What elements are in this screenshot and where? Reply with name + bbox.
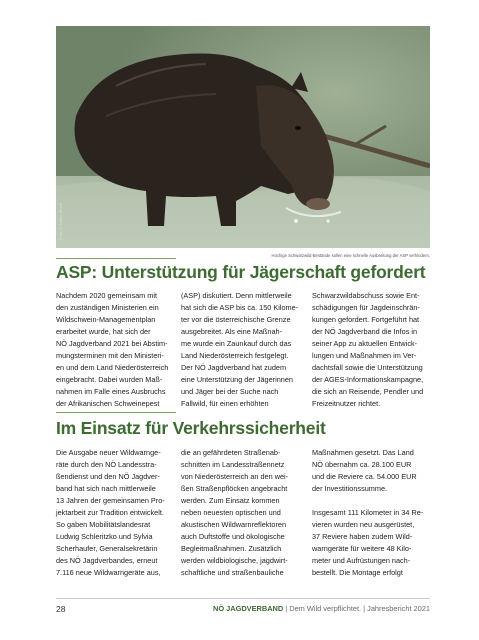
text-line: 37 Reviere haben zudem Wild- — [312, 532, 413, 541]
text-line: Schwarzwildabschuss sowie Ent- — [312, 291, 420, 300]
text-line: kungen gefordert. Fortgeführt hat — [312, 315, 420, 324]
text-line: schnitten im Landesstraßennetz — [181, 460, 285, 469]
text-line: von Niederösterreich an den wei- — [181, 472, 289, 481]
text-line: der NÖ Jagdverband die Infos in — [312, 327, 418, 336]
wild-boar-photo — [56, 26, 430, 248]
text-line: Fallwild, für einen erhöhten — [181, 399, 269, 408]
wild-boar-illustration — [56, 26, 430, 248]
photo-caption: Hochige Schwarzwild-Bestände sollen eine schnelle Ausbreitung der ASP verhindern. — [271, 253, 430, 258]
text-line: eine Unterstützung der Jägerinnen — [181, 375, 293, 384]
section-title-verkehr: Im Einsatz für Verkehrssicherheit — [56, 418, 326, 438]
section2-column-3 — [312, 447, 424, 579]
text-line: Scherhaufer, Generalsekretärin — [56, 544, 158, 553]
section1-column-2 — [181, 290, 299, 410]
text-line: der Afrikanischen Schweinepest — [56, 399, 160, 408]
text-line: dachtsfall sowie die Unterstützung — [312, 363, 423, 372]
text-line: nahmen im Falle eines Ausbruchs — [56, 387, 166, 396]
footer-subtitle: | Dem Wild verpflichtet. | Jahresbericht 2021 — [283, 604, 430, 613]
text-line: seiner App zu aktuellen Entwick- — [312, 339, 418, 348]
text-line: Land Niederösterreich festgelegt. — [181, 351, 289, 360]
text-line: mungsterminen mit den Ministeri- — [56, 351, 164, 360]
page-number: 28 — [56, 604, 66, 614]
text-line: Insgesamt 111 Kilometer in 34 Re- — [312, 508, 424, 517]
text-line: und Jäger bei der Suche nach — [181, 387, 279, 396]
section1-column-1 — [56, 290, 168, 410]
text-line: die sich an Reisende, Pendler und — [312, 387, 424, 396]
text-line: meter und Aufrüstungen nach- — [312, 556, 411, 565]
text-line: Maßnahmen gesetzt. Das Land — [312, 448, 414, 457]
paragraph-gap — [312, 495, 424, 507]
section-divider — [56, 412, 176, 413]
text-line: Begleitmaßnahmen. Zusätzlich — [181, 544, 282, 553]
text-line: warngeräte für weitere 48 Kilo- — [312, 544, 412, 553]
section1-column-3 — [312, 290, 424, 410]
text-line: den zuständigen Ministerien ein — [56, 303, 159, 312]
text-line: vieren wurden neu ausgerüstet, — [312, 520, 415, 529]
text-line: neben neuesten optischen und — [181, 508, 281, 517]
footer-divider — [56, 598, 430, 599]
text-line: ßen Straßenpflöcken angebracht — [181, 484, 288, 493]
text-line: hat sich die ASP bis ca. 150 Kilome- — [181, 303, 299, 312]
text-line: Nachdem 2020 gemeinsam mit — [56, 291, 157, 300]
text-line: (ASP) diskutiert. Denn mittlerweile — [181, 291, 292, 300]
text-line: des NÖ Jagdverbandes, erneut — [56, 556, 158, 565]
text-line: ter vor die österreichische Grenze — [181, 315, 291, 324]
photo-credit: Foto: © Adobe Stock — [58, 203, 63, 240]
text-line: jektarbeit zur Tradition entwickelt. — [56, 508, 164, 517]
text-line: NÖ übernahm ca. 28.100 EUR — [312, 460, 412, 469]
text-line: schaftliche und straßenbauliche — [181, 568, 284, 577]
text-line: 13 Jahren der gemeinsamen Pro- — [56, 496, 165, 505]
footer-text — [213, 604, 430, 613]
text-line: 7.116 neue Wildwarngeräte aus, — [56, 568, 161, 577]
text-line: erarbeitet wurde, hat sich der — [56, 327, 151, 336]
text-line: werden wildbiologische, jagdwirt- — [181, 556, 288, 565]
text-line: en und dem Land Niederösterreich — [56, 363, 169, 372]
text-line: NÖ Jagdverband 2021 bei Abstim- — [56, 339, 168, 348]
text-line: ßendienst und den NÖ Jagdver- — [56, 472, 160, 481]
text-line: Der NÖ Jagdverband hat zudem — [181, 363, 287, 372]
section-divider — [56, 258, 176, 259]
text-line: ausgebreitet. Als eine Maßnah- — [181, 327, 282, 336]
text-line: me wurde ein Zaunkauf durch das — [181, 339, 292, 348]
text-line: die an gefährdeten Straßenab- — [181, 448, 281, 457]
text-line: auch Duftstoffe und ökologische — [181, 532, 285, 541]
text-line: schädigungen für Jagdeinschrän- — [312, 303, 420, 312]
text-line: werden. Zum Einsatz kommen — [181, 496, 280, 505]
text-line: akustischen Wildwarnreflektoren — [181, 520, 287, 529]
text-line: Die Ausgabe neuer Wildwarnge- — [56, 448, 161, 457]
text-line: band hat sich nach mittlerweile — [56, 484, 156, 493]
text-line: und die Reviere ca. 54.000 EUR — [312, 472, 417, 481]
text-line: der Investitionssumme. — [312, 484, 388, 493]
text-line: der AGES-Informationskampagne, — [312, 375, 424, 384]
text-line: Ludwig Schleritzko und Sylvia — [56, 532, 153, 541]
text-line: eingebracht. Dabei wurden Maß- — [56, 375, 163, 384]
text-line: lungen und Maßnahmen im Ver- — [312, 351, 417, 360]
section2-column-2 — [181, 447, 293, 579]
text-line: Wildschwein-Managementplan — [56, 315, 156, 324]
footer-brand: NÖ JAGDVERBAND — [212, 604, 284, 613]
text-line: räte durch den NÖ Landesstra- — [56, 460, 157, 469]
section2-column-1 — [56, 447, 168, 579]
text-line: bestellt. Die Montage erfolgt — [312, 568, 403, 577]
text-line: Freizeitnutzer richtet. — [312, 399, 381, 408]
text-line: So gaben Mobilitätslandesrat — [56, 520, 151, 529]
section-title-asp: ASP: Unterstützung für Jägerschaft gefordert — [56, 262, 426, 282]
